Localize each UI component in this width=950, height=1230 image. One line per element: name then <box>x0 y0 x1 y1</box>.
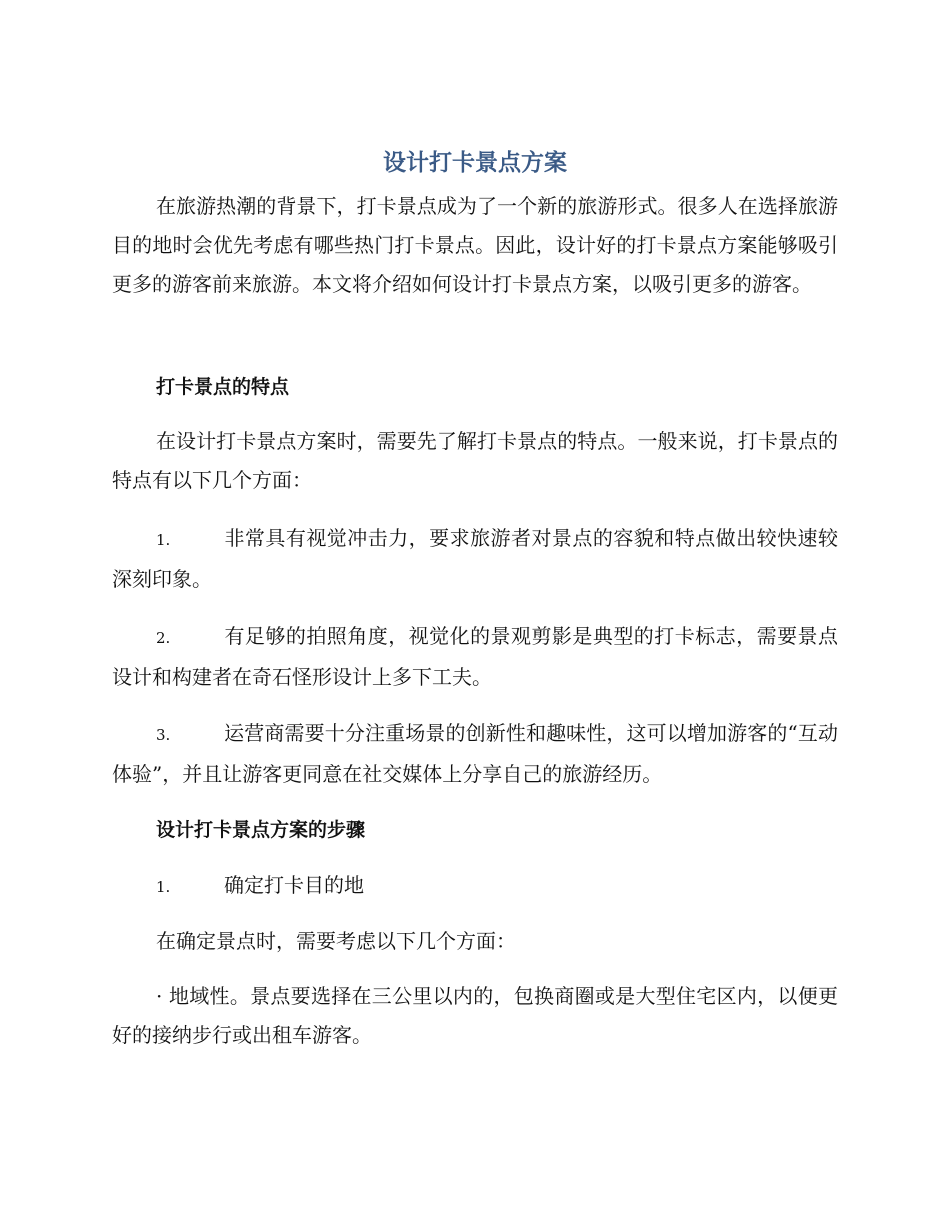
list-number: 1. <box>156 531 171 549</box>
list-item-text: 非常具有视觉冲击力，要求旅游者对景点的容貌和特点做出较快速较深刻印象。 <box>112 526 838 591</box>
intro-paragraph: 在旅游热潮的背景下，打卡景点成为了一个新的旅游形式。很多人在选择旅游目的地时会优先考虑有哪些热门打卡景点。因此，设计好的打卡景点方案能够吸引更多的游客前来旅游。本文将介绍如何设计打卡景点方案，以吸引更多的游客。 <box>112 194 838 296</box>
list-item <box>112 714 838 794</box>
list-item <box>112 866 838 907</box>
bullet-paragraph: · 地域性。景点要选择在三公里以内的，包换商圈或是大型住宅区内，以便更好的接纳步行或出租车游客。 <box>112 984 838 1047</box>
document-title: 设计打卡景点方案 <box>383 150 567 176</box>
list-number: 3. <box>156 726 171 744</box>
list-item-text: 运营商需要十分注重场景的创新性和趣味性，这可以增加游客的“互动体验”，并且让游客更同意在社交媒体上分享自己的旅游经历。 <box>112 721 838 786</box>
list-item <box>112 617 838 697</box>
list-item <box>112 519 838 599</box>
steps-intro-paragraph: 在确定景点时，需要考虑以下几个方面： <box>156 929 516 953</box>
list-item-text: 确定打卡目的地 <box>224 873 364 897</box>
section-heading-steps: 设计打卡景点方案的步骤 <box>156 819 366 841</box>
list-item-text: 有足够的拍照角度，视觉化的景观剪影是典型的打卡标志，需要景点设计和构建者在奇石怪形设计上多下工夫。 <box>112 624 838 689</box>
features-intro-paragraph: 在设计打卡景点方案时，需要先了解打卡景点的特点。一般来说，打卡景点的特点有以下几个方面： <box>112 429 838 492</box>
section-heading-features: 打卡景点的特点 <box>156 376 290 398</box>
list-number: 1. <box>156 878 171 896</box>
list-number: 2. <box>156 629 171 647</box>
